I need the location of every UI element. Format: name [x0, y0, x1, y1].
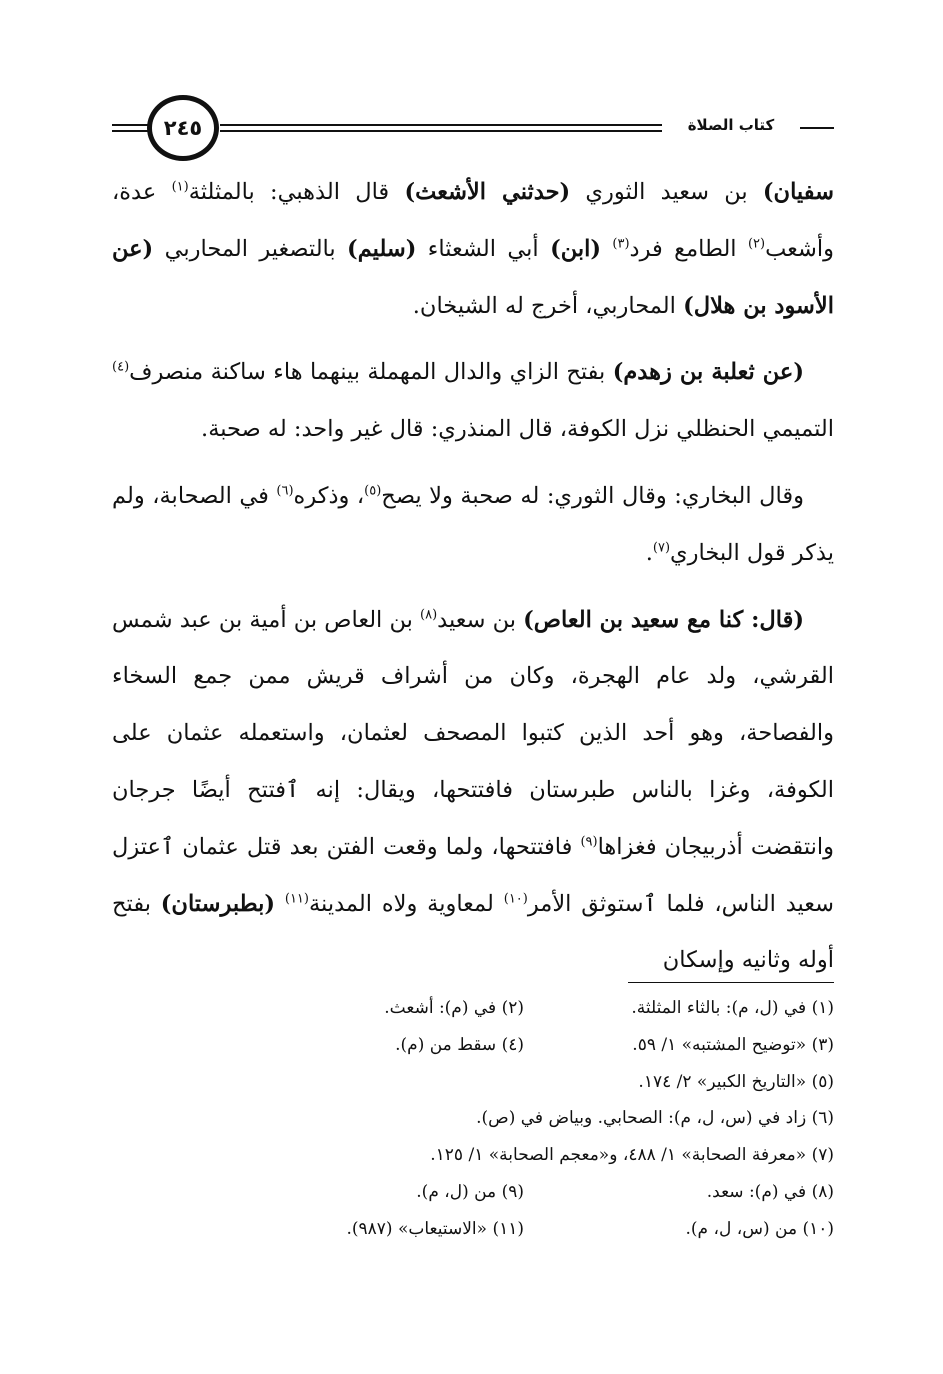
header-rule-left: [112, 130, 152, 132]
footnote: (٥) «التاريخ الكبير» ٢/ ١٧٤.: [638, 1071, 834, 1092]
text-run: بفتح أوله وثانيه وإسكان: [112, 890, 834, 974]
text-run: بن العاص بن أمية بن عبد شمس القرشي، ولد عام الهجرة، وكان من أشراف قريش ممن جمع السخاء والفصاحة، وهو أحد الذين كتبوا المصحف لعثمان، واستعمله عثمان على الكوفة، وغزا بالناس طبرستان فافتتحها، ويقال: إنه ٱفتتح أيضًا جرجان وانتقضت أذربيجان فغزاها: [112, 606, 834, 860]
footnote: (٢) في (م): أشعث.: [384, 998, 524, 1018]
page-number: ٢٤٥: [163, 116, 203, 140]
header-rule-left: [112, 124, 152, 126]
footnote: (٤) سقط من (م).: [395, 1034, 524, 1055]
text-run: قال الذهبي: بالمثلثة: [188, 179, 405, 205]
main-text: [112, 164, 834, 999]
bold-term: (ابن): [550, 235, 602, 262]
chapter-title: كتاب الصلاة: [687, 116, 775, 134]
text-run: الطامع فرد: [629, 235, 748, 262]
footnote-marker: (٨): [420, 607, 438, 623]
text-run: [601, 236, 612, 262]
bold-term: (قال: كنا مع سعيد بن العاص): [523, 606, 804, 633]
footnote-marker: (٧): [652, 540, 671, 556]
footnote-marker: (٦): [276, 483, 294, 499]
footnote-row: [112, 1100, 834, 1137]
footnote-marker: (١١): [284, 891, 309, 907]
paragraph: [112, 164, 834, 334]
bold-term: (بطبرستان): [160, 890, 276, 917]
bold-term: (سليم): [347, 235, 417, 262]
footnote: [112, 1064, 524, 1101]
footnote-row: [112, 1211, 834, 1248]
footnote-marker: (٩): [580, 834, 598, 850]
footnote-marker: (١): [171, 179, 189, 195]
text-run: التميمي الحنظلي نزل الكوفة، قال المنذري: قال غير واحد: له صحبة.: [201, 416, 834, 443]
text-run: ، وذكره: [293, 482, 365, 509]
footnote-marker: (٥): [364, 483, 382, 499]
footnote: (١) في (ل، م): بالثاء المثلثة.: [631, 998, 834, 1018]
footnote-row: [112, 990, 834, 1027]
bold-term: (عن الأسود بن هلال): [112, 235, 834, 319]
paragraph: [112, 468, 834, 582]
text-run: عدة، وأشعب: [112, 179, 835, 262]
footnote: (٨) في (م): سعد.: [706, 1181, 834, 1202]
text-run: فافتتحها، ولما وقعت الفتن بعد قتل عثمان ٱعتزل سعيد الناس، فلما ٱستوثق الأمر: [112, 833, 835, 917]
footnote-row: [112, 1027, 834, 1064]
text-run: .: [645, 539, 653, 566]
footnote-row: [112, 1064, 834, 1101]
text-run: أبي الشعثاء: [416, 235, 551, 262]
paragraph: [112, 592, 834, 990]
footnote-row: [112, 1174, 834, 1211]
footnote: (١١) «الاستيعاب» (٩٨٧).: [346, 1218, 524, 1239]
bold-term: (عن ثعلبة بن زهدم): [612, 359, 805, 386]
footnote: (٩) من (ل، م).: [416, 1181, 524, 1202]
footnote-marker: (٢): [747, 236, 766, 252]
bold-term: سفيان): [762, 179, 834, 205]
footnote: (٧) «معرفة الصحابة» ١/ ٤٨٨، و«معجم الصحابة» ١/ ١٢٥.: [430, 1145, 834, 1166]
paragraph: [112, 344, 834, 458]
bold-term: (حدثني الأشعث): [404, 179, 571, 205]
text-run: [275, 891, 285, 917]
footnote-row: [112, 1137, 834, 1174]
page-number-badge: [147, 95, 219, 161]
header-rule: [220, 124, 662, 126]
text-run: بفتح الزاي والدال المهملة بينهما هاء ساكنة منصرف: [129, 359, 613, 386]
header-rule-right: [800, 127, 834, 129]
footnote: (٦) زاد في (س، ل، م): الصحابي. وبياض في (ص).: [476, 1108, 834, 1129]
footnote-separator: [628, 982, 834, 983]
text-run: لمعاوية ولاه المدينة: [308, 890, 504, 917]
footnotes: [112, 990, 834, 1248]
footnote-marker: (١٠): [503, 891, 528, 907]
footnote-marker: (٣): [612, 236, 630, 252]
text-run: بن سعيد الثوري: [570, 179, 763, 205]
text-run: بالتصغير المحاربي: [153, 235, 348, 262]
footnote: [112, 1137, 430, 1174]
footnote: (٣) «توضيح المشتبه» ١/ ٥٩.: [632, 1034, 834, 1055]
text-run: وقال البخاري: وقال الثوري: له صحبة ولا يصح: [381, 482, 804, 509]
text-run: في الصحابة، ولم يذكر قول البخاري: [112, 482, 834, 566]
header-rule: [220, 130, 662, 132]
footnote: (١٠) من (س، ل، م).: [685, 1218, 834, 1239]
text-run: بن سعيد: [437, 606, 524, 633]
footnote-marker: (٤): [112, 359, 130, 375]
text-run: المحاربي، أخرج له الشيخان.: [412, 292, 684, 319]
footnote: [112, 1100, 476, 1137]
